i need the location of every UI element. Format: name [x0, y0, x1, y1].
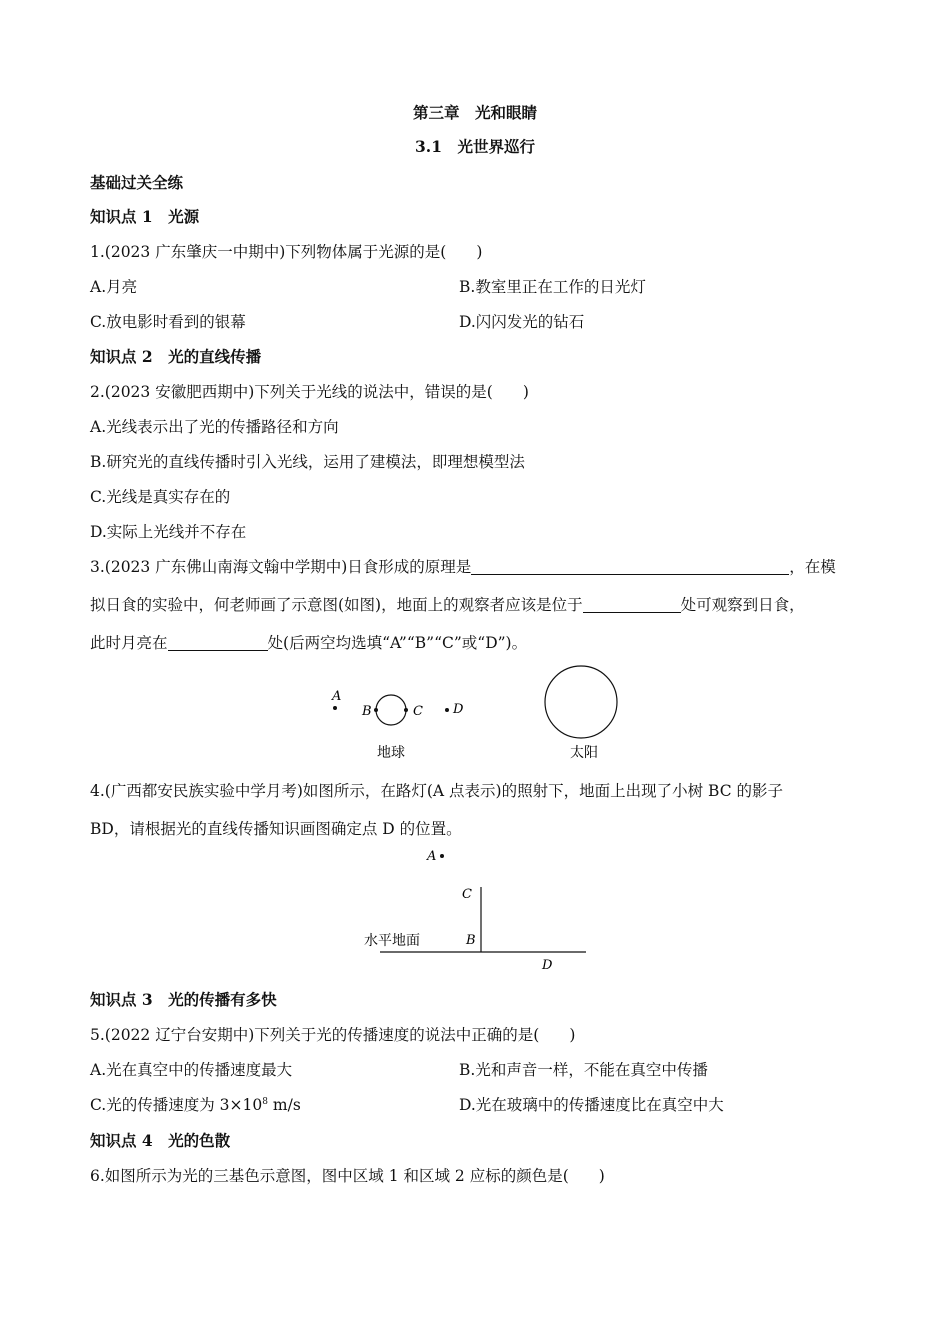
- question-6-stem: 6.如图所示为光的三基色示意图，图中区域 1 和区域 2 应标的颜色是( ): [90, 1167, 605, 1185]
- question-1-option-c: C.放电影时看到的银幕: [90, 313, 246, 331]
- chapter-title: 第三章 光和眼睛: [412, 103, 537, 122]
- point-d-label: D: [542, 958, 553, 973]
- question-5-stem: 5.(2022 辽宁台安期中)下列关于光的传播速度的说法中正确的是( ): [90, 1026, 576, 1044]
- question-4-line-2: BD，请根据光的直线传播知识画图确定点 D 的位置。: [90, 820, 462, 838]
- sun-label: 太阳: [570, 745, 598, 761]
- lamp-point-a: [440, 854, 444, 858]
- point-d-dot: [445, 708, 449, 712]
- point-b-label: B: [362, 704, 372, 719]
- eclipse-figure: [320, 658, 640, 768]
- point-a-dot: [333, 706, 337, 710]
- question-5-option-b: B.光和声音一样，不能在真空中传播: [459, 1061, 708, 1079]
- ground-label: 水平地面: [364, 933, 420, 949]
- point-b-dot: [374, 708, 378, 712]
- question-1-stem: 1.(2023 广东肇庆一中期中)下列物体属于光源的是( ): [90, 243, 483, 261]
- question-4-line-1: 4.(广西都安民族实验中学月考)如图所示，在路灯(A 点表示)的照射下，地面上出现了小树 BC 的影子: [90, 782, 783, 800]
- part-title: 基础过关全练: [90, 173, 184, 192]
- fill-blank[interactable]: [471, 558, 789, 575]
- point-b-label: B: [466, 933, 476, 948]
- question-5-option-d: D.光在玻璃中的传播速度比在真空中大: [459, 1096, 724, 1114]
- point-c-label: C: [462, 887, 472, 902]
- point-a-label: A: [427, 849, 437, 864]
- fill-blank[interactable]: [168, 634, 268, 651]
- earth-label: 地球: [377, 745, 405, 761]
- question-1-option-a: A.月亮: [90, 278, 138, 296]
- question-2-option-b: B.研究光的直线传播时引入光线，运用了建模法，即理想模型法: [90, 453, 525, 471]
- earth-circle: [376, 695, 406, 725]
- knowledge-point-4: 知识点 4 光的色散: [90, 1131, 231, 1150]
- streetlamp-figure: [360, 842, 600, 977]
- point-a-label: A: [332, 689, 342, 704]
- point-c-label: C: [413, 704, 423, 719]
- question-2-option-c: C.光线是真实存在的: [90, 488, 231, 506]
- question-2-option-d: D.实际上光线并不存在: [90, 523, 247, 541]
- question-1-option-b: B.教室里正在工作的日光灯: [459, 278, 646, 296]
- question-3-line-1: 3.(2023 广东佛山南海文翰中学期中)日食形成的原理是 ，在模: [90, 558, 836, 576]
- question-2-option-a: A.光线表示出了光的传播路径和方向: [90, 418, 339, 436]
- section-title: 3.1 光世界巡行: [415, 137, 535, 156]
- question-3-line-2: 拟日食的实验中，何老师画了示意图(如图)，地面上的观察者应该是位于 处可观察到日食，: [90, 596, 805, 614]
- point-c-dot: [404, 708, 408, 712]
- sun-circle: [545, 666, 617, 738]
- question-1-option-d: D.闪闪发光的钻石: [459, 313, 585, 331]
- question-5-option-c: C.光的传播速度为 $3\times 10^8$ m/s: [90, 1096, 301, 1114]
- question-3-line-3: 此时月亮在 处(后两空均选填“A”“B”“C”或“D”)。: [90, 634, 528, 652]
- fill-blank[interactable]: [583, 596, 681, 613]
- question-2-stem: 2.(2023 安徽肥西期中)下列关于光线的说法中，错误的是( ): [90, 383, 529, 401]
- question-5-option-a: A.光在真空中的传播速度最大: [90, 1061, 293, 1079]
- knowledge-point-3: 知识点 3 光的传播有多快: [90, 990, 277, 1009]
- knowledge-point-2: 知识点 2 光的直线传播: [90, 347, 262, 366]
- point-d-label: D: [453, 702, 464, 717]
- knowledge-point-1: 知识点 1 光源: [90, 207, 200, 226]
